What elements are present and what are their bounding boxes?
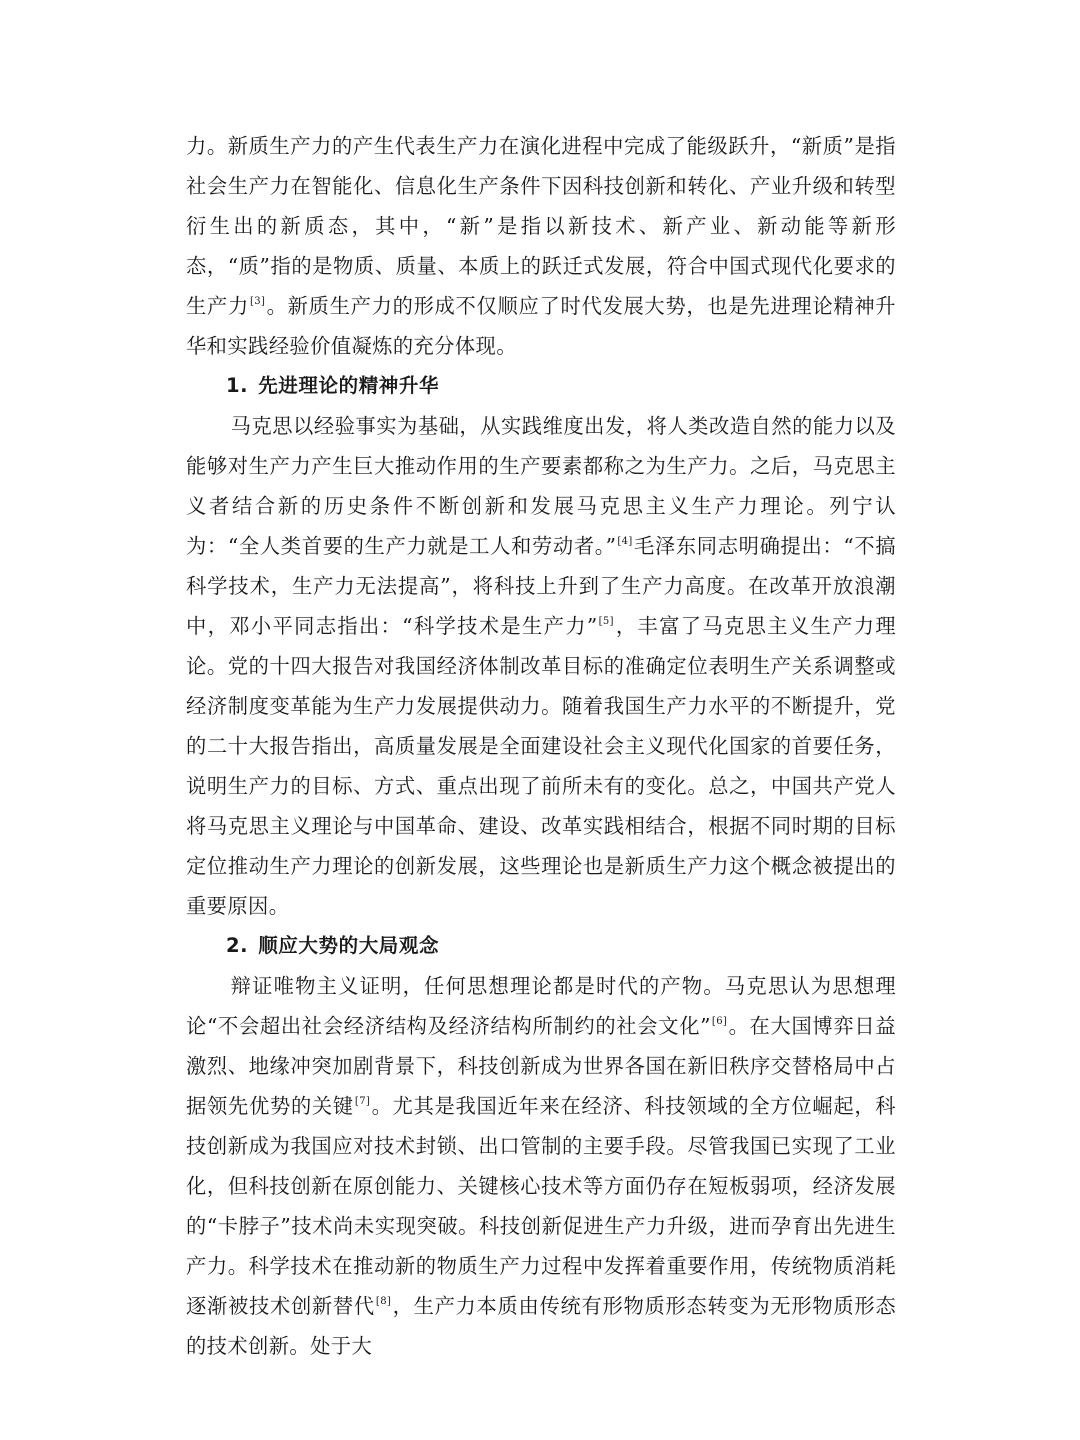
citation-reference: [8] xyxy=(375,1296,392,1307)
paragraph-text: 马克思以经验事实为基础，从实践维度出发，将人类改造自然的能力以及能够对生产力产生巨大推动作用的生产要素都称之为生产力。之后，马克思主义者结合新的历史条件不断创新和发展马克思主义生产力理论。列宁认为：“全人类首要的生产力就是工人和劳动者。” xyxy=(186,414,896,558)
document-body xyxy=(186,126,896,1366)
citation-reference: [4] xyxy=(617,536,633,547)
body-paragraph xyxy=(186,126,896,366)
paragraph-text: 力。新质生产力的产生代表生产力在演化进程中完成了能级跃升，“新质”是指社会生产力在智能化、信息化生产条件下因科技创新和转化、产业升级和转型衍生出的新质态，其中，“新”是指以新技术、新产业、新动能等新形态，“质”指的是物质、质量、本质上的跃迁式发展，符合中国式现代化要求的生产力 xyxy=(186,134,896,318)
section-number: 2. xyxy=(226,934,249,957)
section-number: 1. xyxy=(226,374,249,397)
section-heading xyxy=(186,366,896,406)
section-title: 先进理论的精神升华 xyxy=(258,374,440,397)
section-title: 顺应大势的大局观念 xyxy=(258,934,440,957)
document-page xyxy=(186,126,896,1366)
citation-reference: [5] xyxy=(598,616,614,627)
body-paragraph xyxy=(186,406,896,926)
citation-reference: [7] xyxy=(354,1096,371,1107)
citation-reference: [6] xyxy=(711,1016,728,1027)
paragraph-text: ，丰富了马克思主义生产力理论。党的十四大报告对我国经济体制改革目标的准确定位表明生产关系调整或经济制度变革能为生产力发展提供动力。随着我国生产力水平的不断提升，党的二十大报告指出，高质量发展是全面建设社会主义现代化国家的首要任务，说明生产力的目标、方式、重点出现了前所未有的变化。总之，中国共产党人将马克思主义理论与中国革命、建设、改革实践相结合，根据不同时期的目标定位推动生产力理论的创新发展，这些理论也是新质生产力这个概念被提出的重要原因。 xyxy=(186,614,896,918)
paragraph-text: 毛泽东同志明确提出：“不搞科学技术，生产力无法提高”，将科技上升到了生产力高度。在改革开放浪潮中，邓小平同志指出：“科学技术是生产力” xyxy=(186,534,896,638)
paragraph-text: 。在大国博弈日益激烈、地缘冲突加剧背景下，科技创新成为世界各国在新旧秩序交替格局中占据领先优势的关键 xyxy=(186,1014,896,1118)
paragraph-text: 。尤其是我国近年来在经济、科技领域的全方位崛起，科技创新成为我国应对技术封锁、出口管制的主要手段。尽管我国已实现了工业化，但科技创新在原创能力、关键核心技术等方面仍存在短板弱项，经济发展的“卡脖子”技术尚未实现突破。科技创新促进生产力升级，进而孕育出先进生产力。科学技术在推动新的物质生产力过程中发挥着重要作用，传统物质消耗逐渐被技术创新替代 xyxy=(186,1094,896,1318)
body-paragraph xyxy=(186,966,896,1366)
paragraph-text: 。新质生产力的形成不仅顺应了时代发展大势，也是先进理论精神升华和实践经验价值凝炼的充分体现。 xyxy=(186,294,896,358)
citation-reference: [3] xyxy=(249,296,266,307)
paragraph-text: 辩证唯物主义证明，任何思想理论都是时代的产物。马克思认为思想理论“不会超出社会经济结构及经济结构所制约的社会文化” xyxy=(186,974,896,1038)
paragraph-text: ，生产力本质由传统有形物质形态转变为无形物质形态的技术创新。处于大 xyxy=(186,1294,896,1358)
section-heading xyxy=(186,926,896,966)
